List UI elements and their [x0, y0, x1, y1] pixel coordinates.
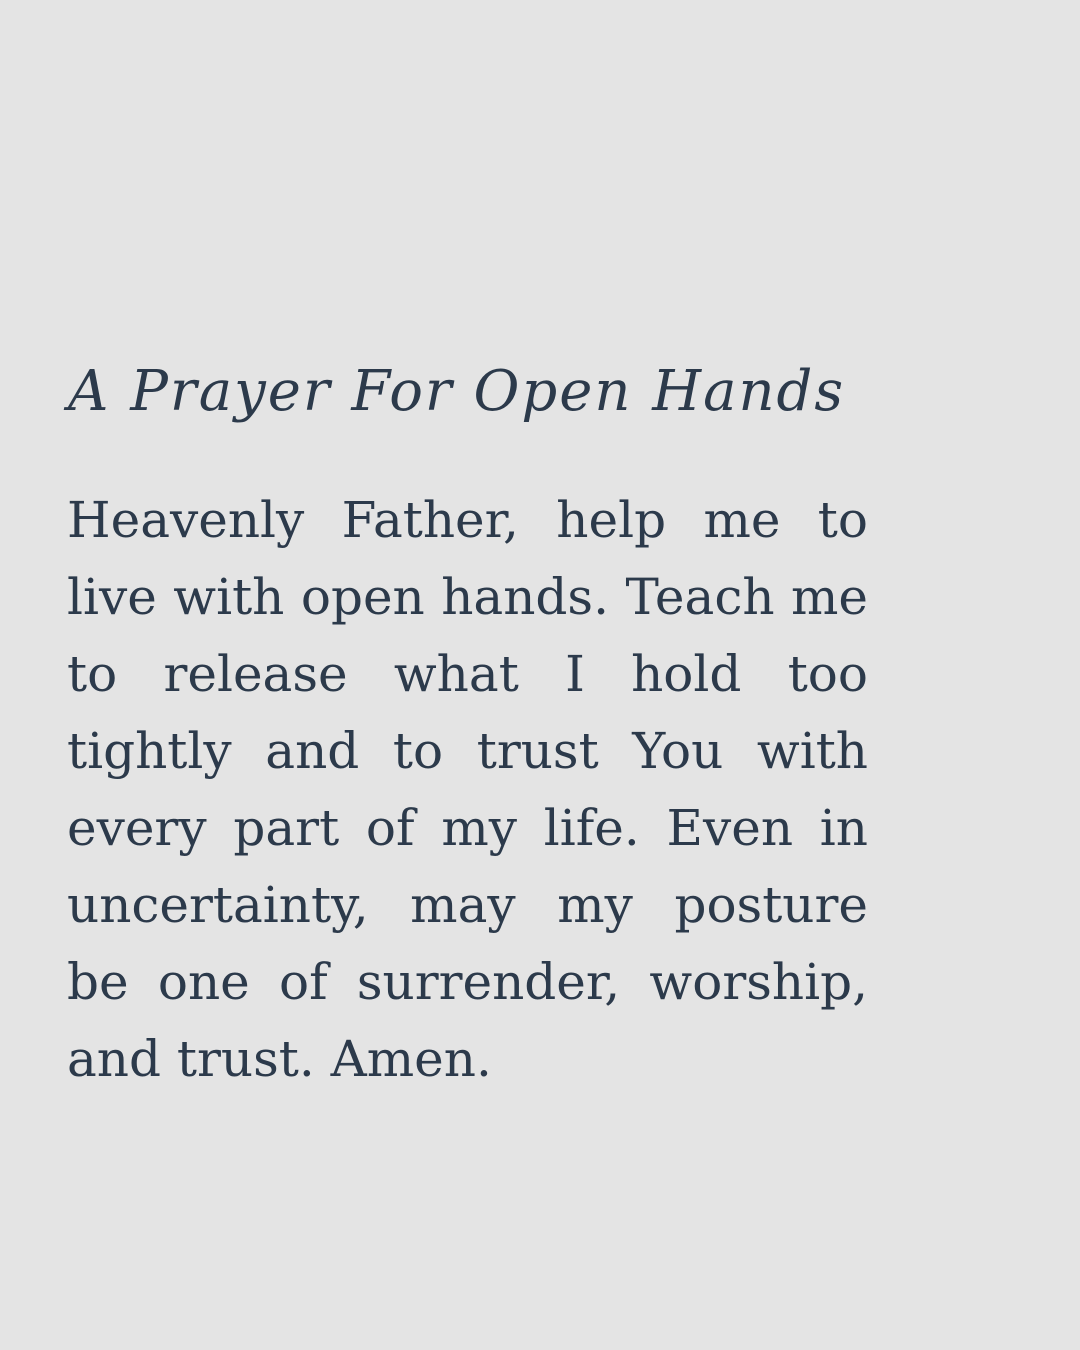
prayer-body: Heavenly Father, help me to live with open hands. Teach me to release what I hold too tightly and to trust You with every part of my life. Even in uncertainty, may my posture be one of surrender, worship, and trust. Amen.: [67, 491, 868, 1088]
prayer-title: A Prayer For Open Hands: [68, 359, 846, 424]
